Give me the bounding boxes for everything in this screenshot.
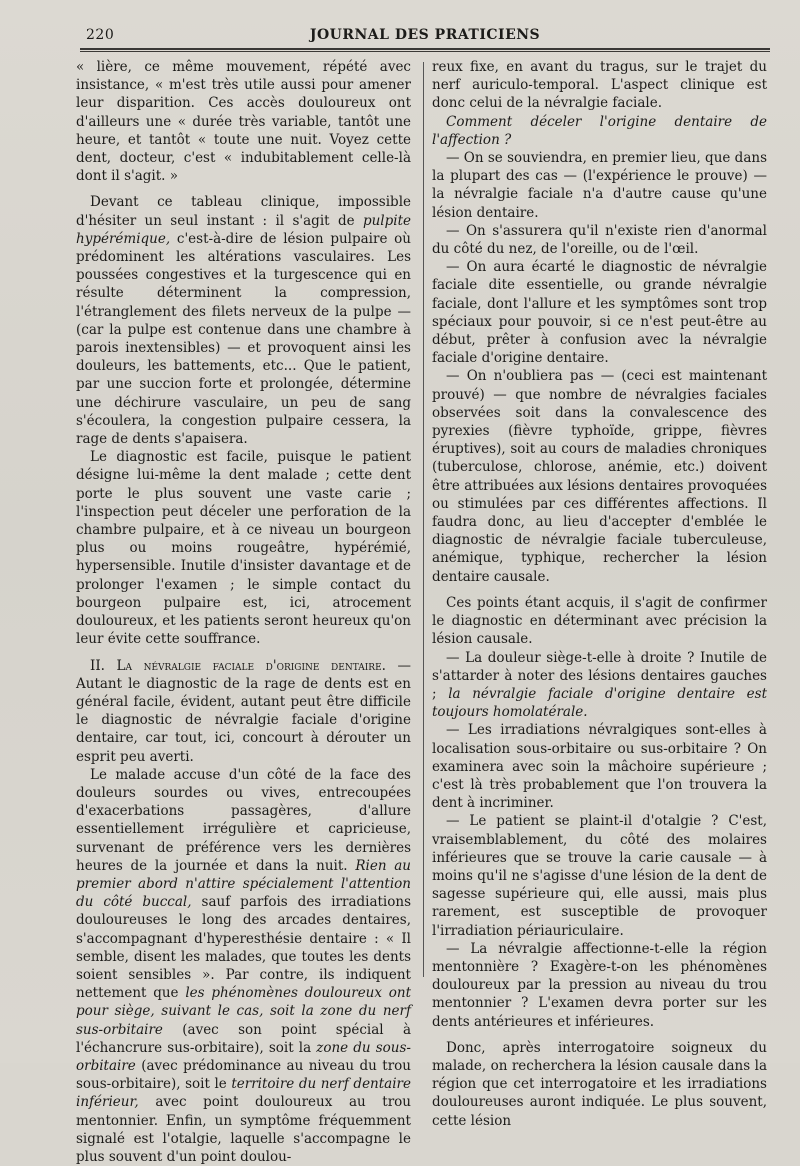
paragraph-confirmation: Ces points étant acquis, il s'agit de confirmer le diagnostic en déterminant avec précision la lésion causale. bbox=[432, 594, 767, 648]
term-pulpite: pulpite hypérémique, bbox=[76, 212, 411, 247]
paragraph-conclusion: Donc, après interrogatoire soigneux du malade, on recherchera la lésion causale dans la région que cet interrogatoire et les irradiations douloureuses auront indiquée. Le plus souvent, cette lésion bbox=[432, 1039, 767, 1129]
paragraph-diagnostic: Le diagnostic est facile, puisque le patient désigne lui-même la dent malade ; cette dent porte le plus souvent une vaste carie ; l'inspection peut déceler une perforation de la chambre pulpaire, et à ce niveau un bourgeon plus ou moins rougeâtre, hypérémié, hypersensible. Inutile d'insister davantage et de prolonger l'examen ; le simple contact du bourgeon pulpaire est, ici, atrocement douloureux, et les patients seront heureux qu'on leur évite cette souffrance. bbox=[76, 449, 411, 648]
column-divider bbox=[423, 62, 424, 977]
point-pyrexies: — On n'oubliera pas — (ceci est maintenant prouvé) — que nombre de névralgies faciales observées soit dans la convalescence des pyrexies (fièvre typhoïde, grippe, fièvres éruptives), soit au cours de maladies chroniques (tuberculose, chlorose, anémie, etc.) doivent être attribuées aux lésions dentaires provoquées ou stimulées par ces différentes affections. Il faudra donc, au lieu d'accepter d'emblée le diagnostic de névralgie faciale tuberculeuse, anémique, typhique, rechercher la lésion dentaire causale. bbox=[432, 368, 767, 585]
point-nez-oreille: — On s'assurera qu'il n'existe rien d'anormal du côté du nez, de l'oreille, ou de l'œil. bbox=[432, 222, 767, 258]
paragraph-symptoms: Le malade accuse d'un côté de la face des douleurs sourdes ou vives, entrecoupées d'exacerbations passagères, d'allure essentiellement irrégulière et capricieuse, survenant de préférence vers les dernières heures de la journée et dans la nuit. Rien au premier abord n'attire spécialement l'attention du côté buccal, sauf parfois des irradiations douloureuses le long des arcades dentaires, s'accompagnant d'hyperesthésie dentaire : « Il semble, disent les malades, que toutes les dents soient sensibles ». Par contre, ils indiquent nettement que les phénomènes douloureux ont pour siège, suivant le cas, soit la zone du nerf sus-orbitaire (avec son point spécial à l'échancrure sus-orbitaire), soit la zone du sous-orbitaire (avec prédominance au niveau du trou sous-orbitaire), soit le territoire du nerf dentaire inférieur, avec point douloureux au trou mentonnier. Enfin, un symptôme fréquemment signalé est l'otalgie, laquelle s'accompagne le plus souvent d'un point doulou- bbox=[76, 766, 412, 1165]
page-number: 220 bbox=[86, 27, 115, 43]
header-rule bbox=[80, 48, 770, 52]
journal-title: JOURNAL DES PRATICIENS bbox=[309, 27, 541, 43]
point-essentielle: — On aura écarté le diagnostic de névralgie faciale dite essentielle, ou grande névralgie faciale, dont l'allure et les symptômes sont trop spéciaux pour pouvoir, si ce n'est peut-être au début, prêter à confusion avec la névralgie faciale d'origine dentaire. bbox=[432, 259, 767, 367]
point-cause-dentaire: — On se souviendra, en premier lieu, que dans la plupart des cas — (l'expérience le prouve) — la névralgie faciale n'a d'autre cause qu'une lésion dentaire. bbox=[432, 150, 767, 221]
paragraph-continuation: reux fixe, en avant du tragus, sur le trajet du nerf auriculo-temporal. L'aspect clinique est donc celui de la névralgie faciale. bbox=[432, 59, 767, 112]
paragraph-pulpite: Devant ce tableau clinique, impossible d'hésiter un seul instant : il s'agit de pulpite hypérémique, c'est-à-dire de lésion pulpaire où prédominent les altérations vasculaires. Les poussées congestives et la turgescence qui en résulte déterminent la compression, l'étranglement des filets nerveux de la pulpe — (car la pulpe est contenue dans une chambre à parois inextensibles) — et provoquent ainsi les douleurs, les battements, etc... Que le patient, par une succion forte et prolongée, détermine une déchirure vasculaire, un peu de sang s'écoulera, la congestion pulpaire cessera, la rage de dents s'apaisera. bbox=[76, 194, 411, 448]
point-douleur-droite: — La douleur siège-t-elle à droite ? Inutile de s'attarder à noter des lésions dentaires gauches ; la névralgie faciale d'origine dentaire est toujours homolatérale. bbox=[432, 649, 767, 721]
question-heading: Comment déceler l'origine dentaire de l'affection ? bbox=[432, 113, 767, 148]
point-irradiations: — Les irradiations névralgiques sont-elles à localisation sous-orbitaire ou sus-orbitaire ? On examinera avec soin la mâchoire supérieure ; c'est là très probablement que l'on trouvera la dent à incriminer. bbox=[432, 722, 767, 812]
left-column bbox=[76, 58, 411, 1166]
point-mentonniere: — La névralgie affectionne-t-elle la région mentonnière ? Exagère-t-on les phénomènes douloureux par la pression au niveau du trou mentonnier ? L'examen devra porter sur les dents antérieures et inférieures. bbox=[432, 940, 767, 1030]
page-header bbox=[80, 22, 770, 46]
right-column bbox=[432, 58, 767, 1130]
point-otalgie: — Le patient se plaint-il d'otalgie ? C'est, vraisemblablement, du côté des molaires inférieures que se trouve la carie causale — à moins qu'il ne s'agisse d'une lésion de la dent de sagesse supérieure qui, elle aussi, mais plus rarement, est susceptible de provoquer l'irradiation périauriculaire. bbox=[432, 813, 767, 939]
section-heading-nevralgie: II. La névralgie faciale d'origine dentaire. — Autant le diagnostic de la rage de dents est en général facile, évident, autant peut être difficile le diagnostic de névralgie faciale d'origine dentaire, car tout, ici, concourt à dérouter un esprit peu averti. bbox=[76, 657, 412, 765]
patient-quote: « lière, ce même mouvement, répété avec insistance, « m'est très utile aussi pour amener leur disparition. Ces accès douloureux ont d'ailleurs une « durée très variable, tantôt une heure, et tantôt « toute une nuit. Voyez cette dent, docteur, c'est « indubitablement celle-là dont il s'agit. » bbox=[76, 59, 411, 185]
section-title: La névralgie faciale d'origine dentaire. bbox=[116, 657, 386, 674]
